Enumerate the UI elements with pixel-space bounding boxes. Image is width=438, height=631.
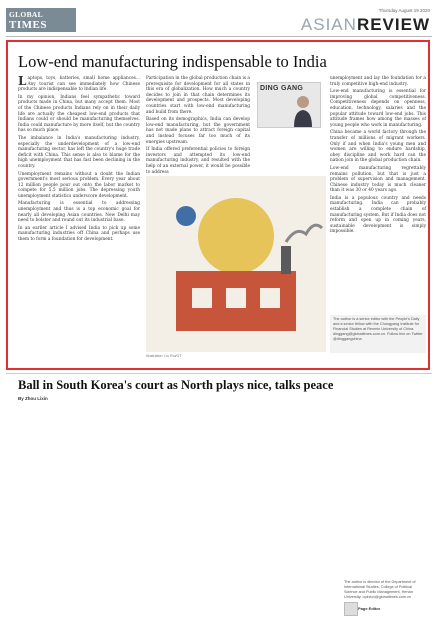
editor-photo bbox=[344, 602, 358, 616]
article2-author-bio bbox=[344, 580, 426, 616]
author-name-tag: DING GANG bbox=[260, 85, 304, 92]
article2-body bbox=[18, 404, 338, 622]
paragraph: In my opinion, Indians feel sympathetic toward products made in China, but many accept them. Most of the Chinese products Indians rely on in their daily life are actually the cheapest low-end products that Indians could or should be manufacturing themselves. India could manufacture by more itself, but the country has so much place. bbox=[18, 94, 140, 134]
masthead bbox=[6, 6, 432, 37]
author-portrait-icon bbox=[292, 93, 314, 127]
paragraph: Laptops, toys, batteries, small home appliances... Any tourist can see immediately how Chinese products are indispensable to Indian life. bbox=[18, 74, 140, 93]
logo-line2: TIMES bbox=[9, 19, 47, 31]
article1-column-2 bbox=[146, 76, 250, 177]
article1-headline[interactable]: Low-end manufacturing indispensable to India bbox=[18, 52, 327, 71]
article2-last-column bbox=[344, 404, 426, 576]
article1-column-1 bbox=[18, 76, 140, 245]
paragraph: India is a populous country and needs manufacturing. India can probably establish a complete chain of manufacturing system. But if India does not reform and open up in coming years, sustainable development is simply impossible. bbox=[330, 195, 426, 235]
paragraph: Low-end manufacturing regrettably remains pollution, but that is just a problem of supervision and management. Chinese industry today is much cleaner than it was 30 or 40 years ago. bbox=[330, 165, 426, 194]
paragraph: China became a world factory through the transfer of millions of migrant workers. Only if and when India's young men and women are willing to endure hardship, obey discipline and work hard can the nation join in the global production chain. bbox=[330, 130, 426, 164]
paragraph: In an earlier article I advised India to pick up some manufacturing industries off China and perhaps use them to form a foundation for development. bbox=[18, 225, 140, 243]
section-divider bbox=[6, 373, 432, 374]
article1-illustration bbox=[146, 176, 326, 352]
author-photo bbox=[257, 82, 321, 128]
logo-line1: GLOBAL bbox=[9, 10, 43, 19]
section-title-light: ASIAN bbox=[300, 15, 357, 34]
paragraph: Manufacturing is essential to addressing unemployment and thus is a top economic goal for nearly all developing Asian countries. New Delhi may need to bolster and round out its industrial base. bbox=[18, 201, 140, 224]
global-times-logo[interactable] bbox=[6, 8, 76, 32]
section-title bbox=[301, 15, 430, 35]
page-editor-label: Page Editor bbox=[358, 606, 381, 611]
illustration-caption: Illustration: Liu Rui/GT bbox=[146, 354, 182, 358]
paragraph: Participation in the global production chain is a prerequisite for development for all states in this era of globalization. How much a country decides to join in that chain determines its development and prospects. Most developing countries start with low-end manufacturing and build from there. bbox=[146, 76, 250, 115]
section-title-bold: REVIEW bbox=[356, 15, 430, 34]
paragraph: unemployment and lay the foundation for a truly competitive high-end industry. bbox=[330, 76, 426, 87]
paragraph: The imbalance in India's manufacturing industry, especially the underdevelopment of a low-end manufacturing sector, has left the country's huge trade deficit with China. This sense is also to blame for the high unemployment that has fast been declining in the country. bbox=[18, 135, 140, 169]
article2-bio-text: The author is director of the Department of International Studies, College of Political Science and Public Management, Henan University. opinion@globaltimes.com.cn bbox=[344, 580, 416, 599]
article1-author-bio: The author is a senior editor with the People's Daily and a senior fellow with the Chongyang Institute for Financial Studies at Renmin University of China. dinggang@globaltimes.com.cn. Follow him on Twitter @dinggangchina bbox=[330, 315, 426, 353]
paragraph: Based on its demographics, India can develop low-end manufacturing, but the government has not made plans to attract foreign capital and instead focuses far too much of its energies upstream. bbox=[146, 117, 250, 145]
issue-date: Thursday August 19 2020 bbox=[378, 8, 430, 13]
paragraph: Unemployment remains without a doubt the Indian government's most serious problem. Every year about 12 million people pour out onto the labor market to compete for 5.5 million jobs. The depressing youth unemployment statistics underscore development. bbox=[18, 171, 140, 199]
article1-column-3 bbox=[330, 76, 426, 237]
paragraph: If India offered preferential policies to foreign investors and attempted its low-end manufacturing industry, and resulted with the help of an external power, it would be possible to address bbox=[146, 147, 250, 175]
paragraph: Low-end manufacturing is essential for improving global competitiveness. Competitiveness depends on openness, education, technology, salaries and the popular attitude toward low-end jobs. This attitude frames how among the masses of young people who work in manufacturing. bbox=[330, 89, 426, 128]
article2-headline[interactable]: Ball in South Korea's court as North plays nice, talks peace bbox=[18, 378, 334, 392]
article2-byline: By Zhou Lixin bbox=[18, 396, 48, 401]
